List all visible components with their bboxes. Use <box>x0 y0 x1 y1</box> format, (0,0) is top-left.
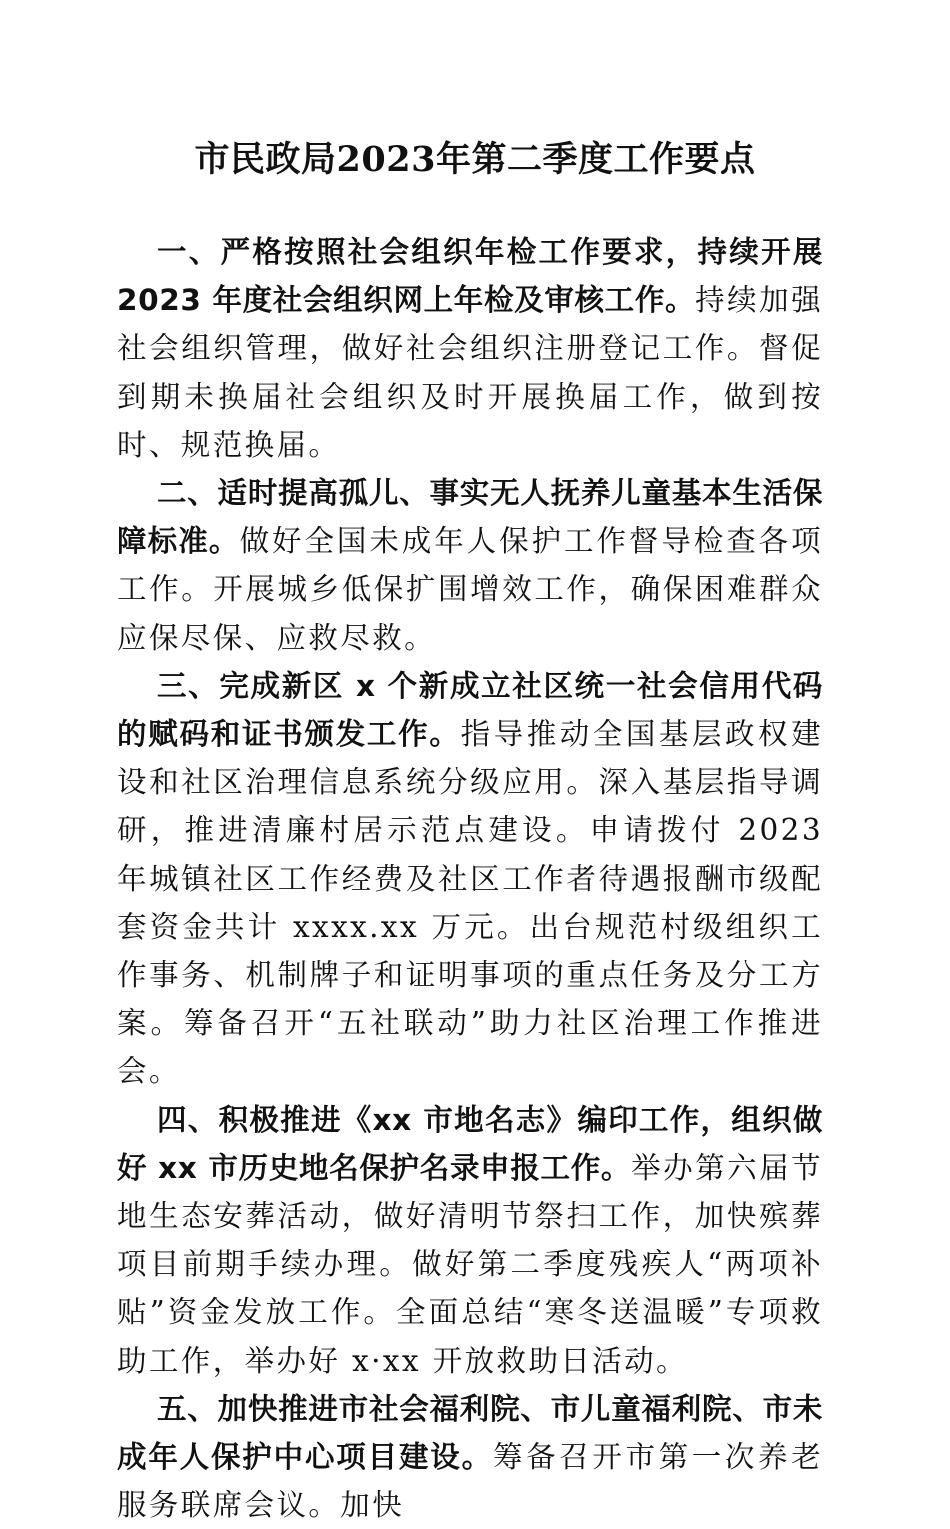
paragraph-body: 做好全国未成年人保护工作督导检查各项工作。开展城乡低保扩围增效工作，确保困难群众应保尽保、应救尽救。 <box>117 524 823 655</box>
paragraph-body: 持续加强社会组织管理，做好社会组织注册登记工作。督促到期未换届社会组织及时开展换届工作，做到按时、规范换届。 <box>117 283 823 462</box>
document-body <box>117 228 823 1529</box>
paragraph-lead: 一、严格按照社会组织年检工作要求，持续开展 2023 年度社会组织网上年检及审核工作。 <box>117 235 823 318</box>
paragraph-lead: 五、加快推进市社会福利院、市儿童福利院、市未成年人保护中心项目建设。 <box>117 1391 823 1475</box>
paragraph-3 <box>117 662 823 1096</box>
paragraph-lead: 二、适时提高孤儿、事实无人抚养儿童基本生活保障标准。 <box>117 476 823 559</box>
paragraph-1 <box>117 228 823 469</box>
paragraph-lead: 四、积极推进《xx 市地名志》编印工作，组织做好 xx 市历史地名保护名录申报工作。 <box>117 1102 823 1185</box>
paragraph-4 <box>117 1096 823 1385</box>
document-title: 市民政局2023年第二季度工作要点 <box>194 139 756 180</box>
paragraph-2 <box>117 469 823 662</box>
paragraph-lead: 三、完成新区 x 个新成立社区统一社会信用代码的赋码和证书颁发工作。 <box>117 668 823 752</box>
paragraph-5 <box>117 1385 823 1529</box>
paragraph-body: 筹备召开市第一次养老服务联席会议。加快 <box>117 1440 823 1523</box>
paragraph-body: 举办第六届节地生态安葬活动，做好清明节祭扫工作，加快殡葬项目前期手续办理。做好第二季度残疾人“两项补贴”资金发放工作。全面总结“寒冬送温暖”专项救助工作，举办好 x·xx 开放救助日活动。 <box>117 1150 824 1378</box>
paragraph-body: 指导推动全国基层政权建设和社区治理信息系统分级应用。深入基层指导调研，推进清廉村居示范点建设。申请拨付 2023 年城镇社区工作经费及社区工作者待遇报酬市级配套资金共计 xxxx.xx 万元。出台规范村级组织工作事务、机制牌子和证明事项的重点任务及分工方案。筹备召开“五社联动”助力社区治理工作推进会。 <box>117 717 823 1089</box>
